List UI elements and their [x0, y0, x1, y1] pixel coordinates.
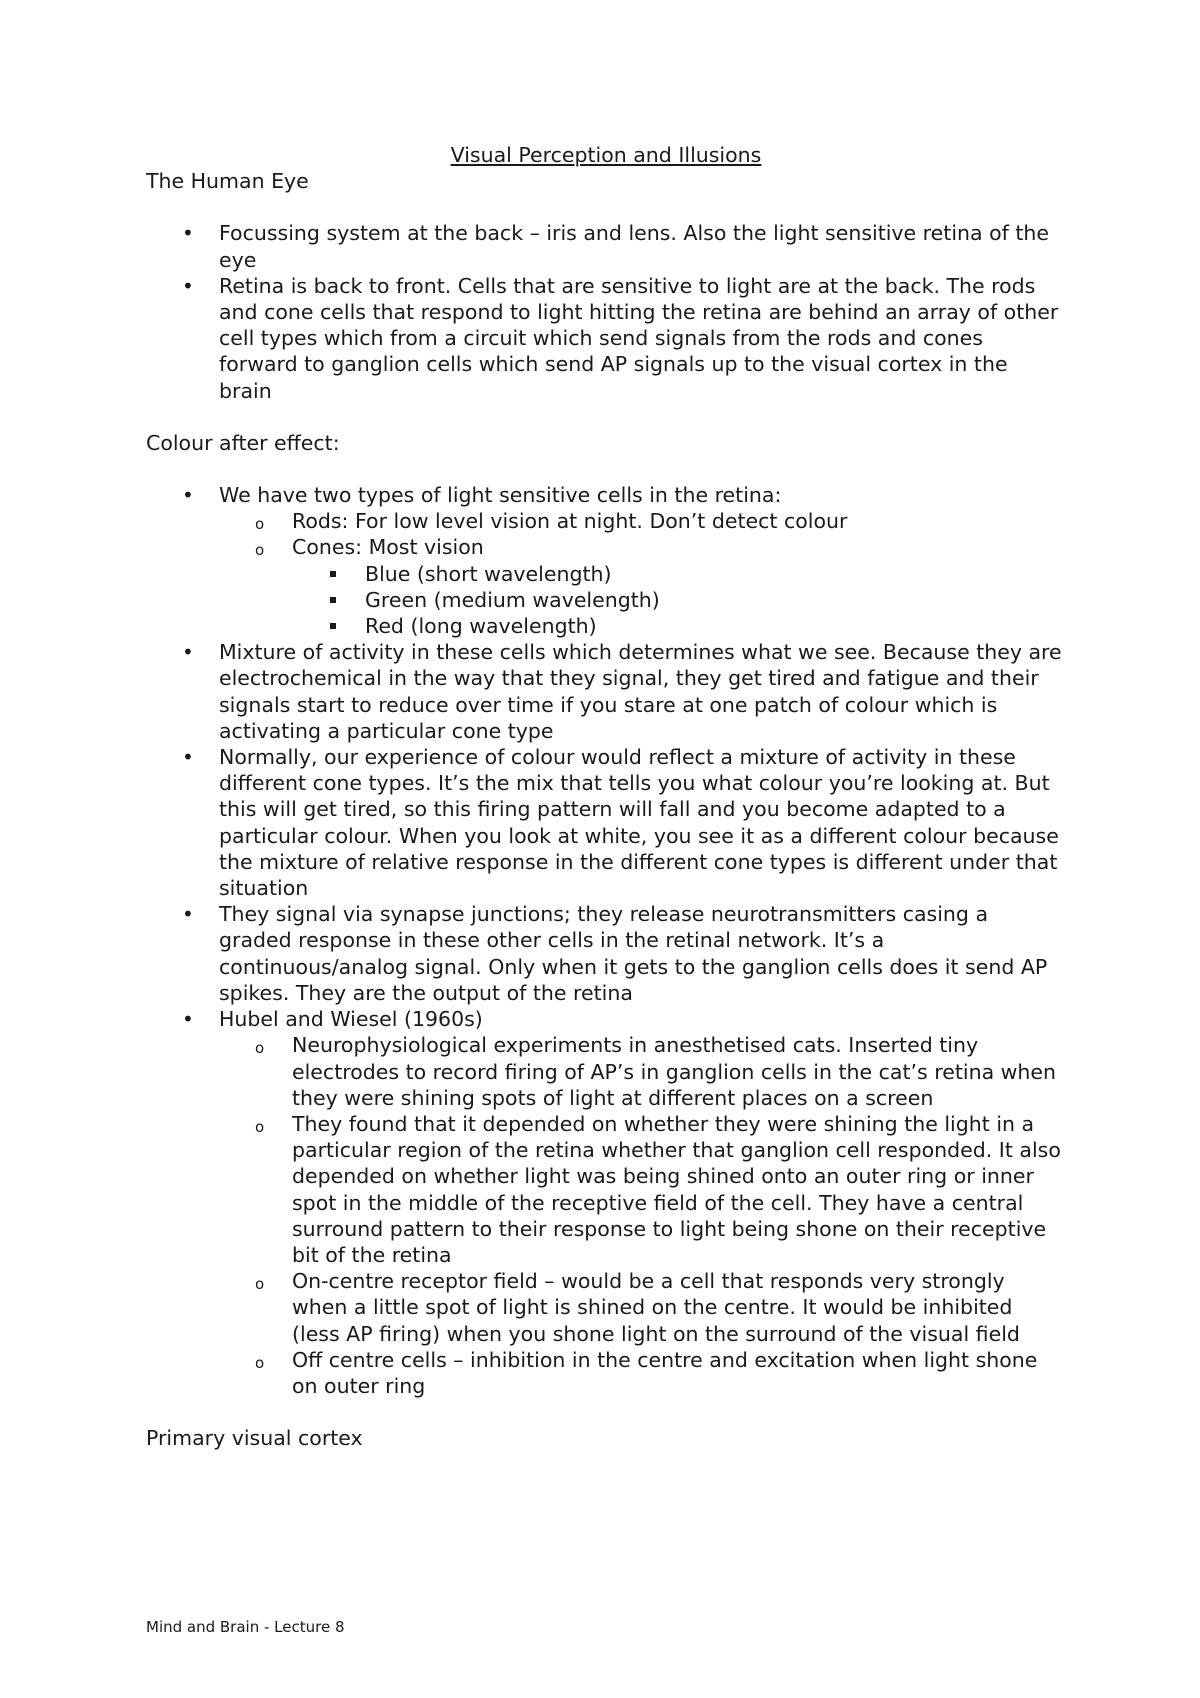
list-item: • Mixture of activity in these cells which determines what we see. Because they are electrochemical in the way that they signal, they get tired and fatigue and their signals start to reduce over time if you stare at one patch of colour which is activating a particular cone type: [146, 639, 1066, 744]
list-item: Green (medium wavelength): [292, 587, 1066, 613]
cell-types-list: [219, 508, 1066, 639]
list-item-text: Hubel and Wiesel (1960s): [219, 1007, 483, 1032]
cone-types-list: [292, 561, 1066, 640]
list-item: o Neurophysiological experiments in anesthetised cats. Inserted tiny electrodes to record firing of AP’s in ganglion cells in the cat’s retina when they were shining spots of light at different places on a screen: [219, 1032, 1066, 1111]
heading-primary-visual-cortex: Primary visual cortex: [146, 1426, 363, 1451]
list-item: o On-centre receptor field – would be a cell that responds very strongly when a little spot of light is shined on the centre. It would be inhibited (less AP firing) when you shone light on the surround of the visual field: [219, 1268, 1066, 1347]
list-item-text: Cones: Most vision: [292, 535, 484, 560]
list-item: • They signal via synapse junctions; they release neurotransmitters casing a graded response in these other cells in the retinal network. It’s a continuous/analog signal. Only when it gets to the ganglion cells does it send AP spikes. They are the output of the retina: [146, 901, 1066, 1006]
heading-colour-after-effect: Colour after effect:: [146, 430, 340, 455]
list-item: Blue (short wavelength): [292, 561, 1066, 587]
list-item: Red (long wavelength): [292, 613, 1066, 639]
list-item: [219, 534, 1066, 639]
list-item: o They found that it depended on whether they were shining the light in a particular region of the retina whether that ganglion cell responded. It also depended on whether light was being shined onto an outer ring or inner spot in the middle of the receptive field of the cell. They have a central surround pattern to their response to light being shone on their receptive bit of the retina: [219, 1111, 1066, 1268]
page-footer: Mind and Brain - Lecture 8: [146, 1618, 345, 1636]
list-item: • Focussing system at the back – iris and lens. Also the light sensitive retina of the eye: [146, 220, 1066, 272]
human-eye-list: [146, 220, 1066, 403]
spacer: [146, 404, 1066, 430]
spacer: [146, 456, 1066, 482]
list-item: [146, 1006, 1066, 1399]
colour-after-effect-list: [146, 482, 1066, 1399]
spacer: [146, 1399, 1066, 1425]
heading-human-eye: The Human Eye: [146, 169, 309, 194]
list-item: • Retina is back to front. Cells that are sensitive to light are at the back. The rods and cone cells that respond to light hitting the retina are behind an array of other cell types which from a circuit which send signals from the rods and cones forward to ganglion cells which send AP signals up to the visual cortex in the brain: [146, 273, 1066, 404]
list-item: o Rods: For low level vision at night. Don’t detect colour: [219, 508, 1066, 534]
document-title: Visual Perception and Illusions: [450, 143, 762, 167]
hubel-wiesel-list: [219, 1032, 1066, 1399]
list-item: [146, 482, 1066, 639]
list-item: • Normally, our experience of colour would reflect a mixture of activity in these different cone types. It’s the mix that tells you what colour you’re looking at. But this will get tired, so this firing pattern will fall and you become adapted to a particular colour. When you look at white, you see it as a different colour because the mixture of relative response in the different cone types is different under that situation: [146, 744, 1066, 901]
document-page: [146, 142, 1066, 1451]
list-item: o Off centre cells – inhibition in the centre and excitation when light shone on outer ring: [219, 1347, 1066, 1399]
list-item-text: We have two types of light sensitive cells in the retina:: [219, 483, 782, 508]
spacer: [146, 194, 1066, 220]
